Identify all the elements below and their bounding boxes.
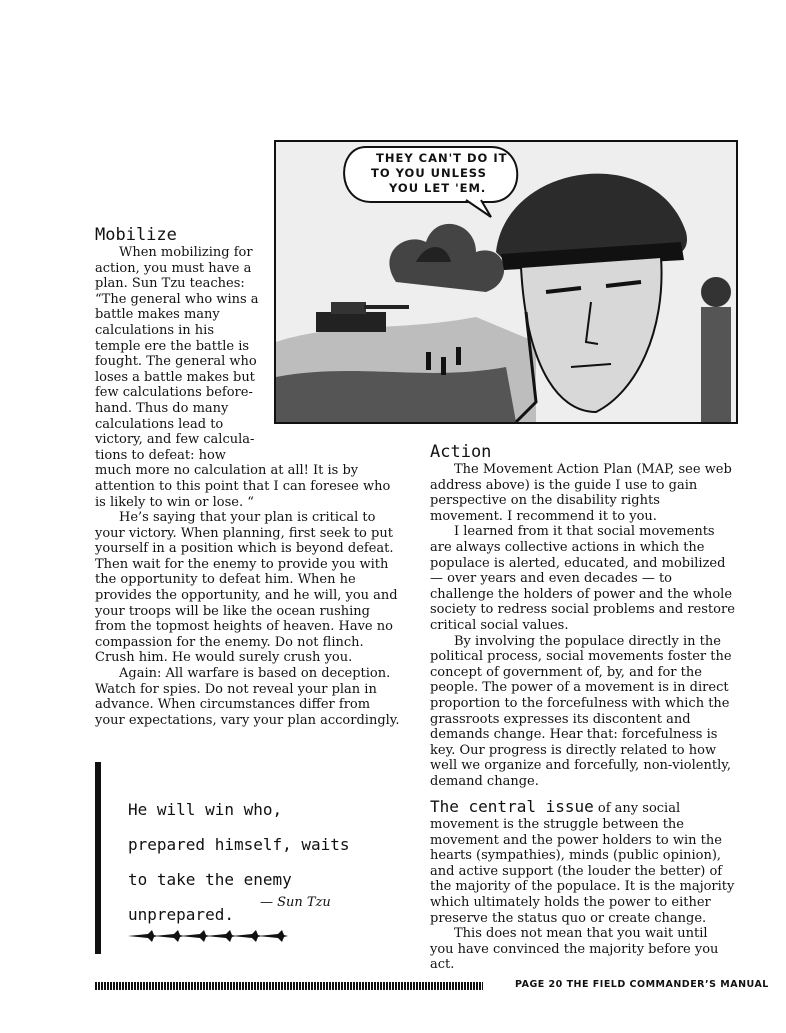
mobilize-narrow-line: When mobilizing for bbox=[119, 245, 253, 260]
action-body bbox=[430, 462, 735, 973]
central-issue-text: of any social movement is the struggle between the movement and the power holders to win the hearts (sympathies), minds (public opinion), and active support (the louder the better) of the majority of the populace. It is the majority which ultimately holds the power to either preserve the status quo or create change. bbox=[430, 801, 735, 926]
mobilize-para2: He’s saying that your plan is critical to your victory. When planning, first seek to put yourself in a position which is beyond defeat. Then wait for the enemy to provide you with the opportunity to defeat him. When he provides the opportunity, and he will, you and your troops will be like the ocean rushing from the topmost heights of heaven. Have no compassion for the enemy. Do not flinch. Crush him. He would surely crush you. bbox=[95, 510, 398, 666]
action-para2: I learned from it that social movements are always collective actions in which the populace is alerted, educated, and mobilized — over years and even decades — to challenge the holders of power and the whole society to redress social problems and restore critical social values. bbox=[430, 524, 735, 633]
mobilize-narrow-line: tions to defeat: how bbox=[95, 447, 226, 463]
mobilize-narrow-line: calculations lead to bbox=[95, 416, 224, 432]
mobilize-narrow-line: few calculations before- bbox=[95, 385, 253, 401]
page-footer: PAGE 20 THE FIELD COMMANDER’S MANUAL bbox=[515, 979, 769, 990]
central-issue-para bbox=[430, 799, 735, 926]
mobilize-narrow-lines bbox=[95, 245, 259, 463]
mobilize-narrow-line: victory, and few calcula- bbox=[95, 432, 255, 448]
pull-quote: He will win who, prepared himself, waits to take the enemy unprepared. bbox=[128, 800, 350, 924]
speech-line-3 bbox=[388, 181, 486, 195]
action-para5: This does not mean that you wait until you have convinced the majority before you act. bbox=[430, 926, 719, 973]
mobilize-narrow-line: hand. Thus do many bbox=[95, 400, 229, 416]
mobilize-narrow-line: loses a battle makes but bbox=[95, 369, 255, 385]
speech-line-3a: YOU bbox=[389, 181, 425, 195]
action-para3: By involving the populace directly in the political process, social movements foster the concept of government of, by, and for the people. The power of a movement is in direct proportion to the forcefulness with which the grassroots expresses its discontent and demands change. Hear that: forcefulness is key. Our progress is directly related to how well we organize and forcefully, non-violently, demand change. bbox=[430, 633, 732, 789]
action-heading: Action bbox=[430, 442, 492, 462]
mobilize-narrow-line: battle makes many bbox=[95, 307, 220, 323]
speech-line-2: TO YOU UNLESS bbox=[371, 166, 487, 180]
decorative-stars-icon bbox=[128, 928, 288, 948]
mobilize-narrow-line: “The general who wins a bbox=[95, 291, 259, 307]
action-para1: The Movement Action Plan (MAP, see web address above) is the guide I use to gain perspective on the disability rights movement. I recommend it to you. bbox=[430, 462, 732, 524]
central-issue-heading: The central issue bbox=[430, 797, 594, 817]
quote-attribution: — Sun Tzu bbox=[260, 895, 331, 910]
mobilize-narrow-line: fought. The general who bbox=[95, 354, 257, 370]
mobilize-narrow-line: action, you must have a bbox=[95, 260, 252, 276]
speech-line-3b: LET 'EM. bbox=[424, 181, 487, 195]
speech-line-1: THEY CAN'T DO IT bbox=[376, 151, 508, 165]
mobilize-narrow-line: plan. Sun Tzu teaches: bbox=[95, 276, 245, 292]
mobilize-para3: Again: All warfare is based on deception. Watch for spies. Do not reveal your plan in advance. When circumstances differ from your expectations, vary your plan accordingly. bbox=[95, 666, 400, 728]
mobilize-heading: Mobilize bbox=[95, 225, 177, 245]
mobilize-narrow-line: temple ere the battle is bbox=[95, 338, 250, 354]
footer-rule bbox=[95, 982, 483, 990]
mobilize-narrow-line: calculations in his bbox=[95, 322, 214, 338]
mobilize-para1-continued: much more no calculation at all! It is by attention to this point that I can foresee who is likely to win or lose. “ bbox=[95, 463, 391, 510]
quote-rule bbox=[95, 762, 101, 954]
mobilize-body bbox=[95, 245, 400, 728]
